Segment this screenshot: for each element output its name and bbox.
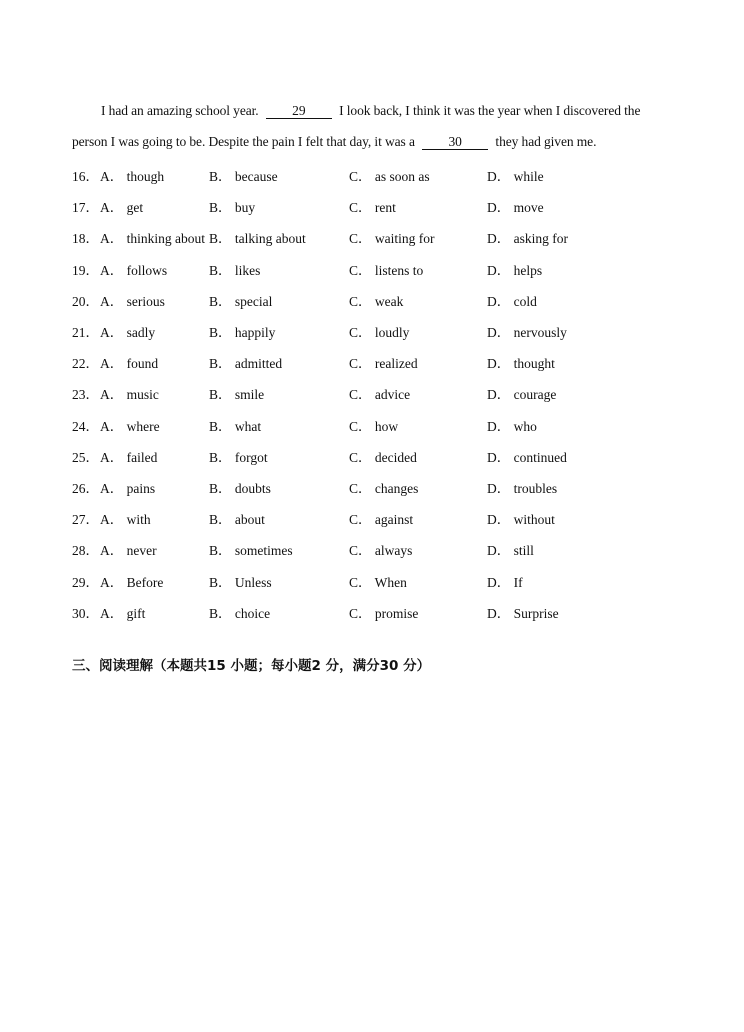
option-b: B． buy [209, 200, 256, 216]
question-number: 29． [72, 574, 99, 590]
option-c: C． listens to [349, 262, 424, 278]
question-number: 23． [72, 387, 99, 403]
option-d: D． courage [487, 387, 557, 403]
option-c: C． loudly [349, 325, 410, 340]
option-b: B． choice [209, 605, 271, 621]
question-row [72, 539, 692, 559]
option-a: A． follows [100, 262, 168, 278]
question-row [72, 446, 692, 466]
option-c: C． promise [349, 605, 419, 621]
option-a: A． failed [100, 449, 158, 465]
option-c: C． advice [349, 387, 411, 403]
option-a: A． thinking about [100, 231, 205, 247]
question-number: 26． [72, 481, 99, 496]
option-b: B． sometimes [209, 543, 293, 559]
question-number: 22． [72, 356, 99, 372]
option-a: A． found [100, 356, 159, 372]
option-d: D． If [487, 574, 523, 590]
option-a: A． serious [100, 293, 165, 309]
option-d: D． move [487, 200, 544, 216]
option-c: C． as soon as [349, 169, 430, 184]
option-d: D． who [487, 418, 537, 434]
option-b: B． special [209, 293, 273, 309]
option-a: A． sadly [100, 325, 156, 340]
question-row [72, 196, 692, 216]
option-d: D． while [487, 169, 544, 184]
option-d: D． without [487, 512, 555, 528]
question-number: 20． [72, 293, 99, 309]
option-a: A． though [100, 169, 165, 184]
question-row [72, 415, 692, 435]
option-b: B． doubts [209, 481, 271, 496]
option-c: C． realized [349, 356, 418, 372]
option-c: C． weak [349, 293, 404, 309]
question-row [72, 290, 692, 310]
option-c: C． against [349, 512, 414, 528]
question-row [72, 227, 692, 247]
passage-line-2 [72, 134, 596, 150]
passage-text: they had given me. [495, 134, 597, 149]
question-number: 19． [72, 262, 99, 278]
passage-text: person I was going to be. Despite the pain I felt that day, it was a [72, 134, 415, 149]
option-a: A． with [100, 512, 151, 528]
question-number: 18． [72, 231, 99, 247]
question-row [72, 352, 692, 372]
question-row [72, 602, 692, 622]
option-b: B． smile [209, 387, 265, 403]
option-b: B． admitted [209, 356, 283, 372]
option-b: B． about [209, 512, 265, 528]
question-row [72, 383, 692, 403]
option-d: D． nervously [487, 325, 567, 340]
option-b: B． what [209, 418, 262, 434]
option-d: D． Surprise [487, 605, 559, 621]
question-row [72, 165, 692, 185]
option-c: C． When [349, 574, 407, 590]
question-row [72, 571, 692, 591]
option-a: A． never [100, 543, 157, 559]
option-c: C． always [349, 543, 413, 559]
option-d: D． asking for [487, 231, 568, 247]
option-c: C． rent [349, 200, 396, 216]
question-row [72, 321, 692, 341]
question-row [72, 477, 692, 497]
question-number: 27． [72, 512, 99, 528]
option-d: D． troubles [487, 481, 558, 496]
passage-line-1 [101, 103, 640, 119]
passage-text: I look back, I think it was the year when I discovered the [339, 103, 641, 118]
option-b: B． forgot [209, 449, 268, 465]
option-a: A． pains [100, 481, 156, 496]
question-row [72, 508, 692, 528]
option-c: C． changes [349, 481, 419, 496]
option-c: C． how [349, 418, 399, 434]
question-row [72, 259, 692, 279]
question-number: 21． [72, 325, 99, 340]
option-a: A． music [100, 387, 159, 403]
option-b: B． because [209, 169, 278, 184]
passage-text: I had an amazing school year. [101, 103, 259, 118]
option-c: C． decided [349, 449, 417, 465]
option-a: A． get [100, 200, 144, 216]
question-number: 24． [72, 418, 99, 434]
question-number: 17． [72, 200, 99, 216]
question-number: 30． [72, 605, 99, 621]
option-a: A． where [100, 418, 160, 434]
question-number: 28． [72, 543, 99, 559]
option-d: D． continued [487, 449, 567, 465]
option-b: B． likes [209, 262, 261, 278]
option-c: C． waiting for [349, 231, 435, 247]
section-title: 三、阅读理解（本题共15 小题；每小题2 分，满分30 分） [72, 658, 431, 674]
option-d: D． cold [487, 293, 537, 309]
option-d: D． still [487, 543, 534, 559]
option-a: A． gift [100, 605, 146, 621]
option-d: D． thought [487, 356, 555, 372]
question-number: 16． [72, 169, 99, 184]
option-a: A． Before [100, 574, 164, 590]
option-b: B． talking about [209, 231, 306, 247]
option-d: D． helps [487, 262, 543, 278]
question-number: 25． [72, 449, 99, 465]
blank-30: 30 [422, 134, 488, 150]
blank-29: 29 [266, 103, 332, 119]
option-b: B． happily [209, 325, 276, 340]
option-b: B． Unless [209, 574, 272, 590]
